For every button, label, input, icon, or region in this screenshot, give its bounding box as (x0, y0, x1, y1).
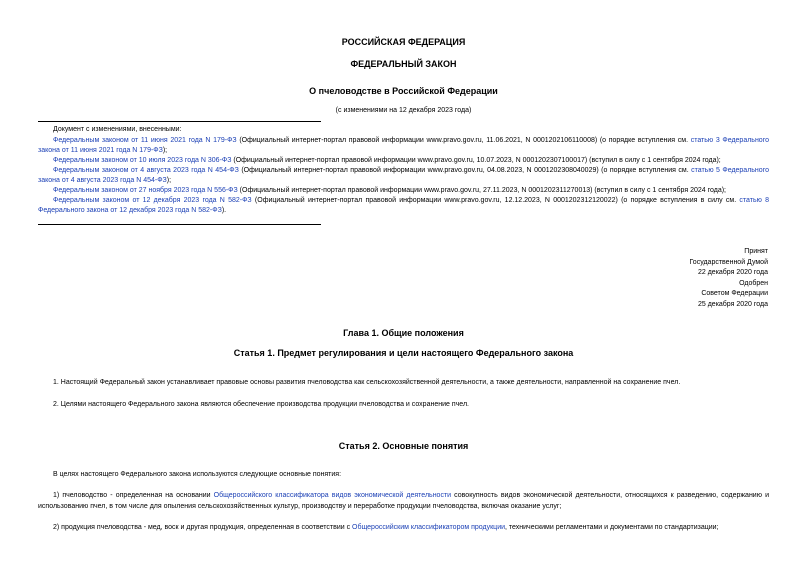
article-link[interactable]: статью 8 Федерального закона от 12 декабря 2023 года N 582-ФЗ (38, 197, 769, 214)
article-2-title: Статья 2. Основные понятия (338, 441, 469, 451)
divider-top (38, 121, 321, 122)
article-2-item-2 (38, 523, 769, 534)
changes-block (38, 125, 769, 216)
changes-list (38, 136, 769, 216)
amending-law-link[interactable]: Федеральным законом от 10 июля 2023 года N 306-ФЗ (53, 157, 232, 164)
article-link[interactable]: статью 5 Федерального закона от 4 августа 2023 года N 454-ФЗ (38, 167, 769, 184)
change-entry-tail: ); (166, 177, 172, 184)
change-entry (38, 136, 769, 156)
amendment-note: (с изменениями на 12 декабря 2023 года) (335, 107, 472, 114)
country-heading: РОССИЙСКАЯ ФЕДЕРАЦИЯ (341, 37, 466, 47)
divider-bottom (38, 224, 321, 225)
adoption-block (689, 247, 768, 310)
classifier-link[interactable]: Общероссийского классификатора видов экономической деятельности (213, 492, 452, 499)
product-classifier-link[interactable]: Общероссийским классификатором продукции (352, 524, 506, 531)
change-entry-text: (Официальный интернет-портал правовой информации www.pravo.gov.ru, 11.06.2021, N 0001202106110008) (о порядке вступления см. (236, 137, 691, 144)
adoption-line: Принят (744, 248, 768, 255)
amending-law-link[interactable]: Федеральным законом от 11 июня 2021 года N 179-ФЗ (53, 137, 237, 144)
item-text: совокупность видов экономической деятельности, относящихся к разведению, содержанию и использованию пчел, в том числе для опыления сельскохозяйственных культур, производству и переработке продукции пчеловодства, включая оказание услуг; (38, 492, 769, 510)
adoption-line: Советом Федерации (701, 290, 768, 297)
adoption-line: 25 декабря 2020 года (697, 300, 768, 308)
article-1-paragraph-2: 2. Целями настоящего Федерального закона являются обеспечение производства продукции пчеловодства и сохранение пчел. (53, 401, 469, 408)
article-1-title: Статья 1. Предмет регулирования и цели настоящего Федерального закона (233, 348, 574, 358)
chapter-title: Глава 1. Общие положения (343, 328, 464, 338)
change-entry-tail: ); (162, 147, 168, 154)
article-2-intro: В целях настоящего Федерального закона используются следующие основные понятия: (53, 471, 342, 478)
change-entry-tail: ). (221, 207, 227, 214)
amending-law-link[interactable]: Федеральным законом от 4 августа 2023 года N 454-ФЗ (53, 167, 239, 174)
article-link[interactable]: статью 3 Федерального закона от 11 июня 2021 года N 179-ФЗ (38, 137, 769, 154)
amending-law-link[interactable]: Федеральным законом от 12 декабря 2023 года N 582-ФЗ (53, 197, 252, 204)
law-title: О пчеловодстве в Российской Федерации (309, 86, 498, 96)
law-type-heading: ФЕДЕРАЛЬНЫЙ ЗАКОН (350, 59, 457, 69)
item-text: 2) продукция пчеловодства - мед, воск и другая продукция, определенная в соответствии с (53, 524, 353, 531)
adoption-line: Одобрен (739, 279, 768, 287)
change-entry-text: (Официальный интернет-портал правовой информации www.pravo.gov.ru, 10.07.2023, N 0001202307100017) (вступил в силу с 1 сентября 2024 года); (231, 157, 721, 164)
changes-intro: Документ с изменениями, внесенными: (53, 126, 182, 133)
article-1-paragraph-1: 1. Настоящий Федеральный закон устанавливает правовые основы развития пчеловодства как сельскохозяйственной деятельности, а также деятельности, направленной на сохранение пчел. (53, 379, 681, 386)
change-entry-text: (Официальный интернет-портал правовой информации www.pravo.gov.ru, 27.11.2023, N 0001202311270013) (вступил в силу с 1 сентября 2024 года); (237, 187, 726, 194)
change-entry-text: (Официальный интернет-портал правовой информации www.pravo.gov.ru, 04.08.2023, N 0001202308040029) (о порядке вступления см. (238, 167, 692, 174)
adoption-line: 22 декабря 2020 года (697, 269, 768, 276)
change-entry (38, 186, 769, 196)
change-entry-text: (Официальный интернет-портал правовой информации www.pravo.gov.ru, 12.12.2023, N 0001202312120022) (о порядке вступления в силу см. (251, 197, 740, 204)
item-text: 1) пчеловодство - определенная на основании (53, 492, 214, 499)
change-entry (38, 156, 769, 166)
change-entry (38, 166, 769, 186)
adoption-line: Государственной Думой (689, 258, 768, 266)
item-text: , техническими регламентами и документами по стандартизации; (505, 524, 719, 531)
change-entry (38, 196, 769, 216)
article-2-item-1 (38, 491, 769, 512)
amending-law-link[interactable]: Федеральным законом от 27 ноября 2023 года N 556-ФЗ (53, 187, 238, 194)
